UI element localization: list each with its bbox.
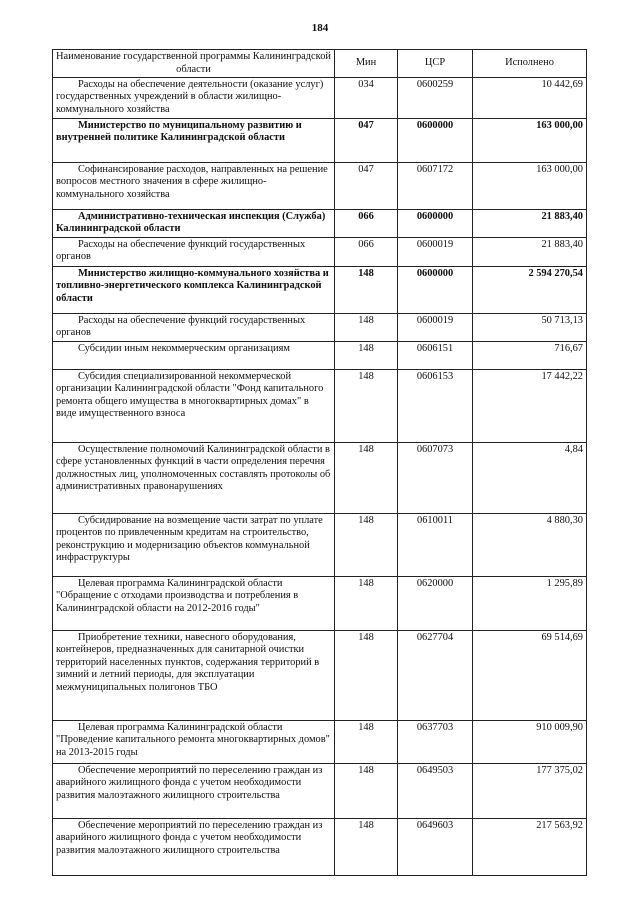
executed-amount: 10 442,69 bbox=[473, 78, 587, 119]
target-article-code: 0600259 bbox=[398, 78, 473, 119]
target-article-code: 0607073 bbox=[398, 443, 473, 514]
table-row bbox=[53, 443, 587, 514]
executed-amount: 217 563,92 bbox=[473, 819, 587, 876]
executed-amount: 163 000,00 bbox=[473, 119, 587, 163]
target-article-code: 0649603 bbox=[398, 819, 473, 876]
target-article-code: 0620000 bbox=[398, 577, 473, 631]
ministry-code: 047 bbox=[335, 163, 398, 210]
ministry-code: 148 bbox=[335, 631, 398, 721]
ministry-code: 148 bbox=[335, 443, 398, 514]
target-article-code: 0600019 bbox=[398, 238, 473, 267]
executed-amount: 177 375,02 bbox=[473, 764, 587, 819]
program-name: Осуществление полномочий Калининградской области в сфере установленных функций в части определения перечня должностных лиц, уполномоченных составлять протоколы об административных правонарушениях bbox=[53, 443, 335, 514]
executed-amount: 716,67 bbox=[473, 342, 587, 370]
ministry-code: 066 bbox=[335, 210, 398, 238]
table-row bbox=[53, 631, 587, 721]
table-row bbox=[53, 78, 587, 119]
target-article-code: 0606151 bbox=[398, 342, 473, 370]
program-name: Обеспечение мероприятий по переселению граждан из аварийного жилищного фонда с учетом необходимости развития малоэтажного жилищного строительства bbox=[53, 819, 335, 876]
ministry-code: 148 bbox=[335, 721, 398, 764]
ministry-code: 148 bbox=[335, 370, 398, 443]
table-row bbox=[53, 267, 587, 314]
executed-amount: 4,84 bbox=[473, 443, 587, 514]
header-target-article-code: ЦСР bbox=[398, 50, 473, 78]
target-article-code: 0607172 bbox=[398, 163, 473, 210]
target-article-code: 0600019 bbox=[398, 314, 473, 342]
target-article-code: 0600000 bbox=[398, 267, 473, 314]
table-row bbox=[53, 163, 587, 210]
program-name: Министерство по муниципальному развитию и внутренней политике Калининградской области bbox=[53, 119, 335, 163]
table-row bbox=[53, 210, 587, 238]
ministry-code: 148 bbox=[335, 577, 398, 631]
table-row bbox=[53, 819, 587, 876]
ministry-code: 148 bbox=[335, 267, 398, 314]
table-row bbox=[53, 721, 587, 764]
table-row bbox=[53, 342, 587, 370]
table-row bbox=[53, 514, 587, 577]
program-name: Министерство жилищно-коммунального хозяйства и топливно-энергетического комплекса Калининградской области bbox=[53, 267, 335, 314]
ministry-code: 066 bbox=[335, 238, 398, 267]
program-name: Целевая программа Калининградской области "Обращение с отходами производства и потребления в Калининградской области на 2012-2016 годы" bbox=[53, 577, 335, 631]
ministry-code: 148 bbox=[335, 314, 398, 342]
table-row bbox=[53, 764, 587, 819]
ministry-code: 047 bbox=[335, 119, 398, 163]
table-row bbox=[53, 577, 587, 631]
executed-amount: 50 713,13 bbox=[473, 314, 587, 342]
executed-amount: 21 883,40 bbox=[473, 238, 587, 267]
target-article-code: 0649503 bbox=[398, 764, 473, 819]
target-article-code: 0627704 bbox=[398, 631, 473, 721]
program-name: Целевая программа Калининградской области "Проведение капитального ремонта многоквартирных домов" на 2013-2015 годы bbox=[53, 721, 335, 764]
program-name: Софинансирование расходов, направленных на решение вопросов местного значения в сфере жилищно-коммунального хозяйства bbox=[53, 163, 335, 210]
program-name: Расходы на обеспечение деятельности (оказание услуг) государственных учреждений в области жилищно-коммунального хозяйства bbox=[53, 78, 335, 119]
ministry-code: 148 bbox=[335, 514, 398, 577]
table-row bbox=[53, 119, 587, 163]
executed-amount: 1 295,89 bbox=[473, 577, 587, 631]
executed-amount: 2 594 270,54 bbox=[473, 267, 587, 314]
table-row bbox=[53, 370, 587, 443]
table-row bbox=[53, 314, 587, 342]
table-row bbox=[53, 238, 587, 267]
program-name: Субсидия специализированной некоммерческой организации Калининградской области "Фонд капитального ремонта общего имущества в многоквартирных домах" в виде имущественного взноса bbox=[53, 370, 335, 443]
target-article-code: 0600000 bbox=[398, 210, 473, 238]
target-article-code: 0600000 bbox=[398, 119, 473, 163]
executed-amount: 69 514,69 bbox=[473, 631, 587, 721]
ministry-code: 034 bbox=[335, 78, 398, 119]
program-name: Субсидирование на возмещение части затрат по уплате процентов по привлеченным кредитам на строительство, реконструкцию и модернизацию объектов коммунальной инфраструктуры bbox=[53, 514, 335, 577]
executed-amount: 4 880,30 bbox=[473, 514, 587, 577]
executed-amount: 163 000,00 bbox=[473, 163, 587, 210]
ministry-code: 148 bbox=[335, 342, 398, 370]
budget-table bbox=[52, 49, 587, 876]
header-executed-amount: Исполнено bbox=[473, 50, 587, 78]
executed-amount: 910 009,90 bbox=[473, 721, 587, 764]
program-name: Расходы на обеспечение функций государственных органов bbox=[53, 238, 335, 267]
program-name: Административно-техническая инспекция (Служба) Калининградской области bbox=[53, 210, 335, 238]
program-name: Расходы на обеспечение функций государственных органов bbox=[53, 314, 335, 342]
program-name: Приобретение техники, навесного оборудования, контейнеров, предназначенных для санитарной очистки территорий населенных пунктов, содержания территорий в зимний и летний периоды, для эксплуатации межмуниципальных полигонов ТБО bbox=[53, 631, 335, 721]
program-name: Субсидии иным некоммерческим организациям bbox=[53, 342, 335, 370]
header-ministry-code: Мин bbox=[335, 50, 398, 78]
page-number: 184 bbox=[311, 22, 329, 34]
program-name: Обеспечение мероприятий по переселению граждан из аварийного жилищного фонда с учетом необходимости развития малоэтажного жилищного строительства bbox=[53, 764, 335, 819]
table-header-row bbox=[53, 50, 587, 78]
ministry-code: 148 bbox=[335, 819, 398, 876]
target-article-code: 0610011 bbox=[398, 514, 473, 577]
header-program-name: Наименование государственной программы Калининградской области bbox=[53, 50, 335, 78]
target-article-code: 0606153 bbox=[398, 370, 473, 443]
target-article-code: 0637703 bbox=[398, 721, 473, 764]
ministry-code: 148 bbox=[335, 764, 398, 819]
executed-amount: 17 442,22 bbox=[473, 370, 587, 443]
executed-amount: 21 883,40 bbox=[473, 210, 587, 238]
